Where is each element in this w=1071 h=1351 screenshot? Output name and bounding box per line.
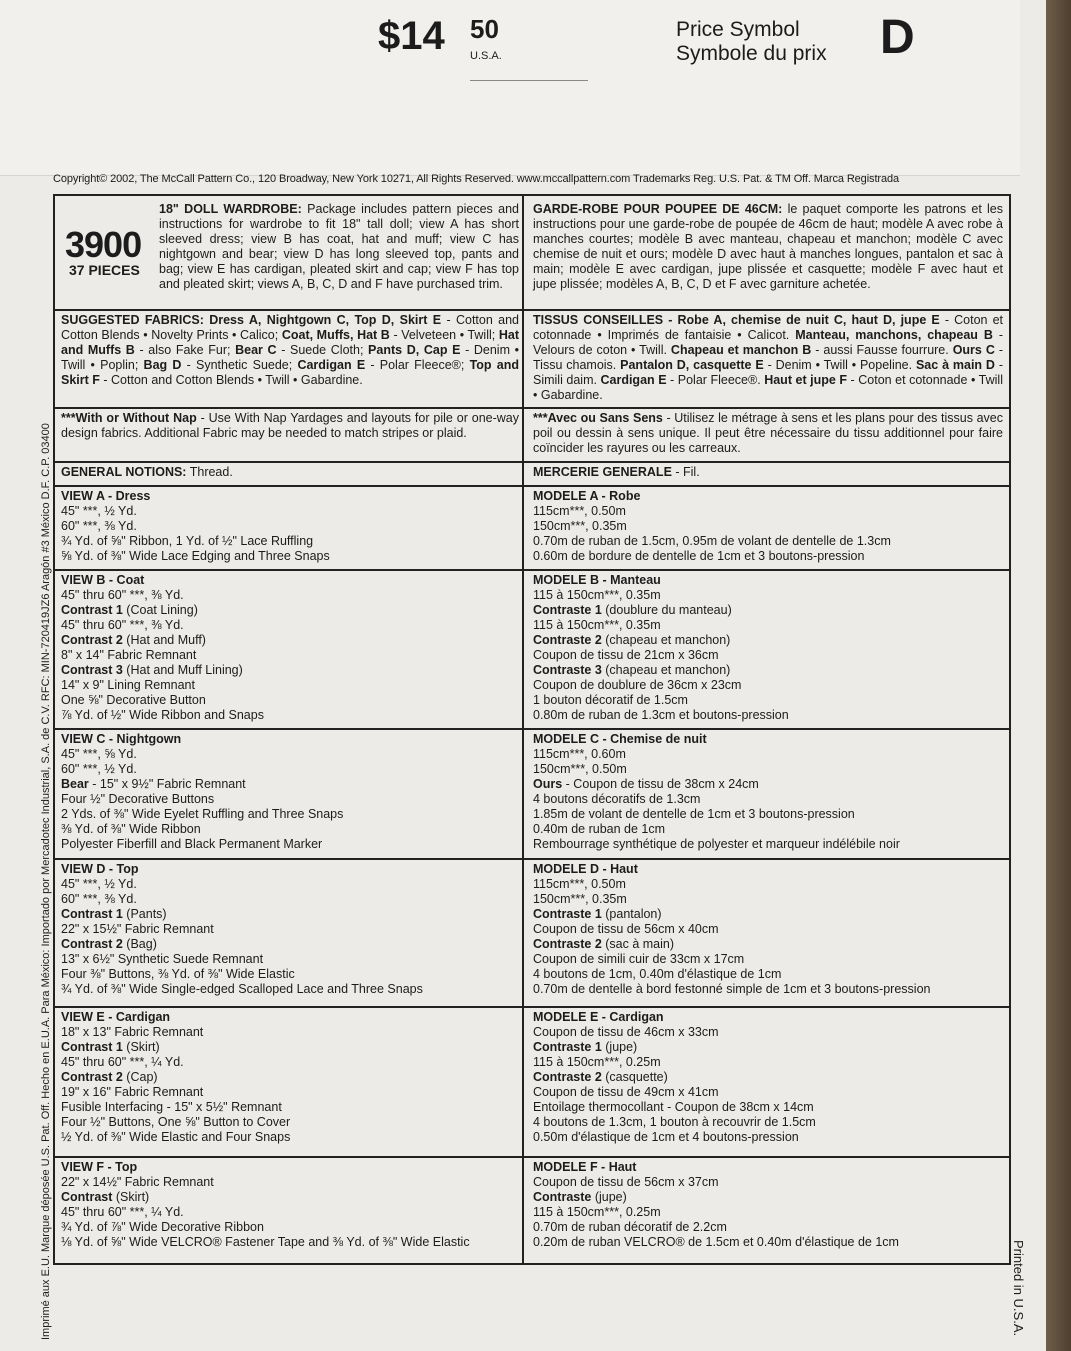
requirement-line [61, 1220, 519, 1235]
requirement-line [533, 922, 1003, 937]
view-heading [533, 1010, 1003, 1025]
view-f-fr [533, 1160, 1003, 1250]
line-text: 115cm***, 0.50m [533, 877, 626, 891]
price-symbol-letter: D [880, 11, 915, 64]
line-text: 19" x 16" Fabric Remnant [61, 1085, 204, 1099]
requirement-line [61, 792, 519, 807]
notions-fr [533, 465, 1003, 480]
requirement-line [61, 1100, 519, 1115]
nap-en [61, 411, 519, 441]
bold-label: VIEW D - Top [61, 862, 139, 876]
description-fr-title: GARDE-ROBE POUR POUPEE DE 46CM: [533, 202, 783, 216]
requirement-line [61, 534, 519, 549]
requirement-line [533, 693, 1003, 708]
table-row-view-d [55, 858, 1009, 1008]
fabrics-fr-fabric-2: Chapeau et manchon B [670, 343, 812, 357]
fabrics-en-fabric-5: Bag D [143, 358, 182, 372]
table-row-view-b [55, 569, 1009, 730]
side-imprint-left: Imprimé aux E.U. Marque déposée U.S. Pat. Off. Hecho en E.U.A. Para México: Importado por Mercadotec Industrial, S.A. de C.V. RFC: MIN-720419JZ6 Aragón #3 México D.F. C.P. 03400 [40, 423, 52, 1340]
line-text: 0.70m de dentelle à bord festonné simple de 1cm et 3 boutons-pression [533, 982, 931, 996]
table-row-description [55, 196, 1009, 311]
requirement-line [533, 792, 1003, 807]
requirement-line [533, 1070, 1003, 1085]
fabrics-fr-fabric-7: Haut et jupe F [764, 373, 848, 387]
view-heading [533, 862, 1003, 877]
requirement-line [61, 1205, 519, 1220]
bold-label: MODELE A - Robe [533, 489, 641, 503]
price-country: U.S.A. [470, 50, 502, 62]
line-text: (casquette) [601, 1070, 668, 1084]
view-d-fr [533, 862, 1003, 997]
bold-label: Contraste [533, 1190, 592, 1204]
requirement-line [533, 1190, 1003, 1205]
fabrics-fr-fabric-desc-1: - Velours de coton • Twill. [533, 328, 1004, 357]
requirement-line [61, 1070, 519, 1085]
line-text: Fusible Interfacing - 15" x 5½" Remnant [61, 1100, 282, 1114]
line-text: ⅛ Yd. of ⅝" Wide VELCRO® Fastener Tape and ⅜ Yd. of ⅜" Wide Elastic [61, 1235, 470, 1249]
requirement-line [61, 892, 519, 907]
side-imprint-right: Printed in U.S.A. [1011, 1240, 1026, 1337]
view-heading [61, 489, 519, 504]
bold-label: Ours [533, 777, 563, 791]
fabrics-fr-fabric-desc-7: - Coton et cotonnade • Twill • Gabardine. [533, 373, 1003, 402]
requirement-line [61, 952, 519, 967]
bold-label: Contraste 1 [533, 907, 602, 921]
requirement-line [61, 1130, 519, 1145]
notions-fr-text: - Fil. [671, 465, 700, 479]
line-text: 4 boutons de 1.3cm, 1 bouton à recouvrir de 1.5cm [533, 1115, 816, 1129]
line-text: (chapeau et manchon) [601, 633, 731, 647]
table-row-fabrics [55, 309, 1009, 409]
requirement-line [533, 777, 1003, 792]
line-text: 115 à 150cm***, 0.25m [533, 1205, 661, 1219]
requirement-line [533, 633, 1003, 648]
bold-label: MODELE F - Haut [533, 1160, 637, 1174]
line-text: 45" thru 60" ***, ⅜ Yd. [61, 588, 184, 602]
requirement-line [61, 837, 519, 852]
bold-label: Contraste 1 [533, 603, 602, 617]
line-text: Rembourrage synthétique de polyester et marqueur indélébile noir [533, 837, 900, 851]
bold-label: MODELE E - Cardigan [533, 1010, 664, 1024]
line-text: 45" ***, ½ Yd. [61, 504, 137, 518]
price-symbol-label-fr: Symbole du prix [676, 42, 827, 65]
line-text: 14" x 9" Lining Remnant [61, 678, 195, 692]
requirement-line [533, 982, 1003, 997]
requirement-line [61, 1085, 519, 1100]
view-c-en [61, 732, 519, 852]
fabrics-en [61, 313, 519, 388]
bold-label: Contrast 1 [61, 603, 123, 617]
requirement-line [61, 907, 519, 922]
requirement-line [61, 1040, 519, 1055]
requirement-line [61, 588, 519, 603]
nap-fr-title: ***Avec ou Sans Sens [533, 411, 663, 425]
requirement-line [533, 747, 1003, 762]
bold-label: MODELE B - Manteau [533, 573, 661, 587]
fabrics-fr-fabric-desc-6: - Polar Fleece®. [666, 373, 765, 387]
fabrics-fr-title: TISSUS CONSEILLES [533, 313, 669, 327]
requirement-line [533, 807, 1003, 822]
description-en [159, 202, 519, 292]
fabrics-en-fabric-desc-0: - Cotton and Cotton Blends • Novelty Prints • Calico; [61, 313, 519, 342]
bold-label: Contrast 2 [61, 633, 123, 647]
line-text: 0.50m d'élastique de 1cm et 4 boutons-pression [533, 1130, 799, 1144]
fabrics-fr-fabric-desc-4: - Denim • Twill • Popeline. [763, 358, 916, 372]
line-text: 60" ***, ⅜ Yd. [61, 519, 137, 533]
nap-en-title: ***With or Without Nap [61, 411, 197, 425]
bold-label: Bear [61, 777, 89, 791]
fabrics-fr-fabric-0: - Robe A, chemise de nuit C, haut D, jupe E [668, 313, 940, 327]
requirement-line [533, 1055, 1003, 1070]
fabrics-en-fabric-1: Coat, Muffs, Hat B [281, 328, 390, 342]
line-text: 0.40m de ruban de 1cm [533, 822, 666, 836]
requirement-line [61, 549, 519, 564]
line-text: ¾ Yd. of ⅜" Wide Single-edged Scalloped Lace and Three Snaps [61, 982, 423, 996]
line-text: 1.85m de volant de dentelle de 1cm et 3 boutons-pression [533, 807, 855, 821]
line-text: 0.60m de bordure de dentelle de 1cm et 3 boutons-pression [533, 549, 865, 563]
view-heading [61, 862, 519, 877]
line-text: Coupon de tissu de 21cm x 36cm [533, 648, 719, 662]
fabrics-fr-fabric-desc-0: - Coton et cotonnade • Imprimés de fantaisie • Calicot. [533, 313, 1004, 342]
line-text: (jupe) [601, 1040, 638, 1054]
notions-en-text: Thread. [186, 465, 233, 479]
requirement-line [533, 762, 1003, 777]
requirement-line [61, 877, 519, 892]
line-text: - Coupon de tissu de 38cm x 24cm [562, 777, 759, 791]
line-text: 115 à 150cm***, 0.25m [533, 1055, 661, 1069]
bold-label: Contraste 2 [533, 1070, 602, 1084]
requirement-line [61, 822, 519, 837]
line-text: 150cm***, 0.35m [533, 519, 627, 533]
notions-en-title: GENERAL NOTIONS: [61, 465, 187, 479]
requirement-line [533, 952, 1003, 967]
requirement-line [61, 762, 519, 777]
line-text: 0.80m de ruban de 1.3cm et boutons-pression [533, 708, 789, 722]
fabrics-fr-fabric-desc-3: - Tissu chamois. [533, 343, 1003, 372]
bold-label: Contrast [61, 1190, 113, 1204]
requirement-line [533, 1205, 1003, 1220]
requirement-line [533, 1175, 1003, 1190]
fabrics-en-fabric-4: Pants D, Cap E [368, 343, 461, 357]
line-text: 13" x 6½" Synthetic Suede Remnant [61, 952, 264, 966]
requirement-line [533, 663, 1003, 678]
requirement-line [533, 1115, 1003, 1130]
description-fr [533, 202, 1003, 292]
requirement-line [61, 504, 519, 519]
requirement-line [533, 618, 1003, 633]
requirement-line [533, 588, 1003, 603]
line-text: (Skirt) [112, 1190, 150, 1204]
line-text: ⅝ Yd. of ⅜" Wide Lace Edging and Three Snaps [61, 549, 330, 563]
fabrics-en-fabric-3: Bear C [235, 343, 277, 357]
line-text: 4 boutons décoratifs de 1.3cm [533, 792, 701, 806]
requirement-line [61, 1115, 519, 1130]
line-text: (Hat and Muff Lining) [122, 663, 243, 677]
line-text: (Pants) [122, 907, 167, 921]
bold-label: Contraste 1 [533, 1040, 602, 1054]
requirement-line [533, 1085, 1003, 1100]
price-symbol-label-en: Price Symbol [676, 18, 800, 41]
divider [470, 80, 588, 81]
view-heading [533, 732, 1003, 747]
requirement-line [533, 603, 1003, 618]
requirement-line [61, 678, 519, 693]
line-text: Polyester Fiberfill and Black Permanent Marker [61, 837, 323, 851]
requirement-line [533, 892, 1003, 907]
line-text: Entoilage thermocollant - Coupon de 38cm x 14cm [533, 1100, 814, 1114]
requirement-line [61, 807, 519, 822]
description-en-text: Package includes pattern pieces and instructions for wardrobe to fit 18" tall doll; view A has short sleeved dress; view B has coat, hat and muff; view C has nightgown and bear; view D has long sleeved top, pants and bag; view E has cardigan, pleated skirt and cap; view F has top and pleated skirt; views A, B, C, D and F have purchased trim. [159, 202, 519, 291]
line-text: (Cap) [122, 1070, 158, 1084]
table-row-view-c [55, 728, 1009, 860]
line-text: 45" ***, ⅝ Yd. [61, 747, 137, 761]
line-text: (Hat and Muff) [122, 633, 206, 647]
view-e-en [61, 1010, 519, 1145]
price-dollars: $14 [378, 14, 445, 58]
line-text: Coupon de tissu de 46cm x 33cm [533, 1025, 719, 1039]
table-row-view-f [55, 1156, 1009, 1267]
line-text: 45" thru 60" ***, ¼ Yd. [61, 1205, 184, 1219]
requirement-line [533, 1130, 1003, 1145]
requirement-line [533, 1025, 1003, 1040]
line-text: 150cm***, 0.35m [533, 892, 627, 906]
fabrics-en-fabric-desc-6: - Polar Fleece®; [365, 358, 470, 372]
line-text: 8" x 14" Fabric Remnant [61, 648, 197, 662]
line-text: (Skirt) [122, 1040, 160, 1054]
requirement-line [61, 937, 519, 952]
fabrics-fr-fabric-5: Sac à main D [915, 358, 995, 372]
table-row-view-a [55, 485, 1009, 571]
view-heading [61, 1160, 519, 1175]
line-text: ⅜ Yd. of ⅜" Wide Ribbon [61, 822, 201, 836]
bold-label: VIEW E - Cardigan [61, 1010, 171, 1024]
requirement-line [61, 633, 519, 648]
bold-label: Contrast 2 [61, 937, 123, 951]
line-text: (jupe) [591, 1190, 627, 1204]
requirement-line [61, 967, 519, 982]
requirement-line [533, 967, 1003, 982]
copyright-line: Copyright© 2002, The McCall Pattern Co., 120 Broadway, New York 10271, All Rights Reserved. www.mccallpattern.com Trademarks Reg. U.S. Pat. & TM Off. Marca Registrada [53, 173, 900, 185]
fabrics-fr-fabric-1: Manteau, manchons, chapeau B [795, 328, 993, 342]
fabrics-fr-fabric-3: Ours C [952, 343, 995, 357]
requirement-line [61, 1235, 519, 1250]
yardage-table [53, 194, 1011, 1265]
requirement-line [61, 982, 519, 997]
line-text: 22" x 15½" Fabric Remnant [61, 922, 214, 936]
view-e-fr [533, 1010, 1003, 1145]
fabrics-en-title: SUGGESTED FABRICS: [61, 313, 210, 327]
line-text: Coupon de tissu de 56cm x 40cm [533, 922, 719, 936]
bold-label: Contrast 2 [61, 1070, 123, 1084]
requirement-line [61, 693, 519, 708]
view-b-fr [533, 573, 1003, 723]
line-text: (sac à main) [601, 937, 675, 951]
line-text: 45" ***, ½ Yd. [61, 877, 137, 891]
line-text: 150cm***, 0.50m [533, 762, 627, 776]
fabrics-en-fabric-desc-5: - Synthetic Suede; [181, 358, 298, 372]
fabrics-en-fabric-desc-1: - Velveteen • Twill; [389, 328, 499, 342]
line-text: (pantalon) [601, 907, 662, 921]
requirement-line [533, 1100, 1003, 1115]
nap-en-text: - Use With Nap Yardages and layouts for pile or one-way design fabrics. Additional Fabric may be needed to match stripes or plaid. [61, 411, 519, 440]
bold-label: Contrast 3 [61, 663, 123, 677]
requirement-line [61, 618, 519, 633]
line-text: ¾ Yd. of ⅝" Ribbon, 1 Yd. of ½" Lace Ruffling [61, 534, 314, 548]
fabrics-fr-fabric-6: Cardigan E [600, 373, 667, 387]
nap-fr [533, 411, 1003, 456]
bold-label: MODELE D - Haut [533, 862, 638, 876]
line-text: One ⅝" Decorative Button [61, 693, 206, 707]
fabrics-en-fabric-0: Dress A, Nightgown C, Top D, Skirt E [209, 313, 442, 327]
bold-label: Contrast 1 [61, 907, 123, 921]
requirement-line [61, 1055, 519, 1070]
line-text: 115 à 150cm***, 0.35m [533, 588, 661, 602]
requirement-line [61, 708, 519, 723]
line-text: (Coat Lining) [122, 603, 198, 617]
line-text: Coupon de simili cuir de 33cm x 17cm [533, 952, 745, 966]
line-text: ¾ Yd. of ⅞" Wide Decorative Ribbon [61, 1220, 264, 1234]
bold-label: Contrast 1 [61, 1040, 123, 1054]
view-c-fr [533, 732, 1003, 852]
fabrics-en-fabric-2: Hat and Muffs B [61, 328, 519, 357]
line-text: 2 Yds. of ⅜" Wide Eyelet Ruffling and Three Snaps [61, 807, 344, 821]
bold-label: VIEW C - Nightgown [61, 732, 182, 746]
line-text: 45" thru 60" ***, ⅜ Yd. [61, 618, 184, 632]
requirement-line [533, 877, 1003, 892]
requirement-line [61, 1175, 519, 1190]
envelope-flap [0, 0, 1020, 176]
fabrics-en-fabric-desc-4: - Denim • Twill • Poplin; [61, 343, 519, 372]
line-text: 0.70m de ruban de 1.5cm, 0.95m de volant de dentelle de 1.3cm [533, 534, 891, 548]
requirement-line [61, 1025, 519, 1040]
fabrics-fr-fabric-desc-2: - aussi Fausse fourrure. [811, 343, 953, 357]
line-text: (doublure du manteau) [601, 603, 732, 617]
line-text: Four ½" Decorative Buttons [61, 792, 215, 806]
line-text: 60" ***, ⅜ Yd. [61, 892, 137, 906]
requirement-line [533, 907, 1003, 922]
line-text: 22" x 14½" Fabric Remnant [61, 1175, 214, 1189]
requirement-line [533, 937, 1003, 952]
requirement-line [533, 648, 1003, 663]
bold-label: Contraste 2 [533, 937, 602, 951]
requirement-line [61, 922, 519, 937]
description-en-title: 18" DOLL WARDROBE: [159, 202, 302, 216]
line-text: 4 boutons de 1cm, 0.40m d'élastique de 1cm [533, 967, 782, 981]
line-text: Coupon de doublure de 36cm x 23cm [533, 678, 742, 692]
view-a-fr [533, 489, 1003, 564]
view-heading [61, 573, 519, 588]
line-text: (Bag) [122, 937, 157, 951]
description-fr-text: le paquet comporte les patrons et les instructions pour une garde-robe de poupée de 46cm de haut; modèle A avec robe à manches courtes; modèle B avec manteau, chapeau et manchon; modèle C avec chemise de nuit et ours; modèle D avec haut à manches longues, pantalon et sac à main; modèle E avec cardigan, jupe plissée et casquette; modèle F avec haut et jupe plissée; modèles A, B, C, D et F avec garniture achetée. [533, 202, 1003, 291]
line-text: Coupon de tissu de 49cm x 41cm [533, 1085, 719, 1099]
line-text: ½ Yd. of ⅜" Wide Elastic and Four Snaps [61, 1130, 291, 1144]
price-cents: 50 [470, 14, 499, 44]
fabrics-fr-fabric-desc-5: - Simili daim. [533, 358, 1003, 387]
requirement-line [533, 504, 1003, 519]
requirement-line [533, 549, 1003, 564]
view-f-en [61, 1160, 519, 1250]
requirement-line [61, 777, 519, 792]
line-text: Four ½" Buttons, One ⅝" Button to Cover [61, 1115, 291, 1129]
table-row-notions [55, 461, 1009, 487]
line-text: 0.20m de ruban VELCRO® de 1.5cm et 0.40m d'élastique de 1cm [533, 1235, 899, 1249]
line-text: ⅞ Yd. of ½" Wide Ribbon and Snaps [61, 708, 264, 722]
requirement-line [61, 747, 519, 762]
view-heading [61, 1010, 519, 1025]
requirement-line [533, 534, 1003, 549]
bold-label: Contraste 2 [533, 633, 602, 647]
requirement-line [533, 519, 1003, 534]
fabrics-en-fabric-desc-7: - Cotton and Cotton Blends • Twill • Gabardine. [99, 373, 363, 387]
fabrics-fr-fabric-4: Pantalon D, casquette E [620, 358, 764, 372]
view-heading [533, 573, 1003, 588]
requirement-line [61, 519, 519, 534]
view-a-en [61, 489, 519, 564]
nap-fr-text: - Utilisez le métrage à sens et les plans pour des tissus avec poil ou dessin à sens unique. Il peut être nécessaire du tissu additionnel pour faire coïncider les rayures ou les carreaux. [533, 411, 1003, 455]
line-text: (chapeau et manchon) [601, 663, 731, 677]
line-text: 115 à 150cm***, 0.35m [533, 618, 661, 632]
view-heading [61, 732, 519, 747]
line-text: Coupon de tissu de 56cm x 37cm [533, 1175, 719, 1189]
requirement-line [533, 1235, 1003, 1250]
bold-label: MODELE C - Chemise de nuit [533, 732, 707, 746]
requirement-line [533, 1220, 1003, 1235]
line-text: 115cm***, 0.60m [533, 747, 626, 761]
line-text: - 15" x 9½" Fabric Remnant [88, 777, 246, 791]
requirement-line [533, 708, 1003, 723]
requirement-line [61, 648, 519, 663]
requirement-line [533, 822, 1003, 837]
notions-fr-title: MERCERIE GENERALE [533, 465, 672, 479]
bold-label: VIEW F - Top [61, 1160, 138, 1174]
requirement-line [61, 1190, 519, 1205]
line-text: 115cm***, 0.50m [533, 504, 626, 518]
view-b-en [61, 573, 519, 723]
line-text: 45" thru 60" ***, ¼ Yd. [61, 1055, 184, 1069]
pattern-number: 3900 [65, 224, 142, 265]
table-row-nap [55, 407, 1009, 463]
requirement-line [533, 837, 1003, 852]
notions-en [61, 465, 519, 480]
table-row-view-e [55, 1006, 1009, 1158]
line-text: Four ⅜" Buttons, ⅜ Yd. of ⅜" Wide Elastic [61, 967, 295, 981]
view-heading [533, 1160, 1003, 1175]
fabrics-en-fabric-6: Cardigan E [297, 358, 366, 372]
requirement-line [61, 663, 519, 678]
line-text: 18" x 13" Fabric Remnant [61, 1025, 204, 1039]
view-d-en [61, 862, 519, 997]
bold-label: VIEW A - Dress [61, 489, 151, 503]
bold-label: Contraste 3 [533, 663, 602, 677]
fabrics-en-fabric-desc-2: - also Fake Fur; [134, 343, 236, 357]
fabrics-fr [533, 313, 1003, 403]
requirement-line [533, 678, 1003, 693]
fabrics-en-fabric-7: Top and Skirt F [61, 358, 519, 387]
pattern-pieces: 37 PIECES [69, 262, 140, 278]
line-text: 0.70m de ruban décoratif de 2.2cm [533, 1220, 727, 1234]
line-text: 1 bouton décoratif de 1.5cm [533, 693, 688, 707]
bold-label: VIEW B - Coat [61, 573, 145, 587]
requirement-line [61, 603, 519, 618]
view-heading [533, 489, 1003, 504]
requirement-line [533, 1040, 1003, 1055]
fabrics-en-fabric-desc-3: - Suede Cloth; [276, 343, 369, 357]
line-text: 60" ***, ½ Yd. [61, 762, 137, 776]
